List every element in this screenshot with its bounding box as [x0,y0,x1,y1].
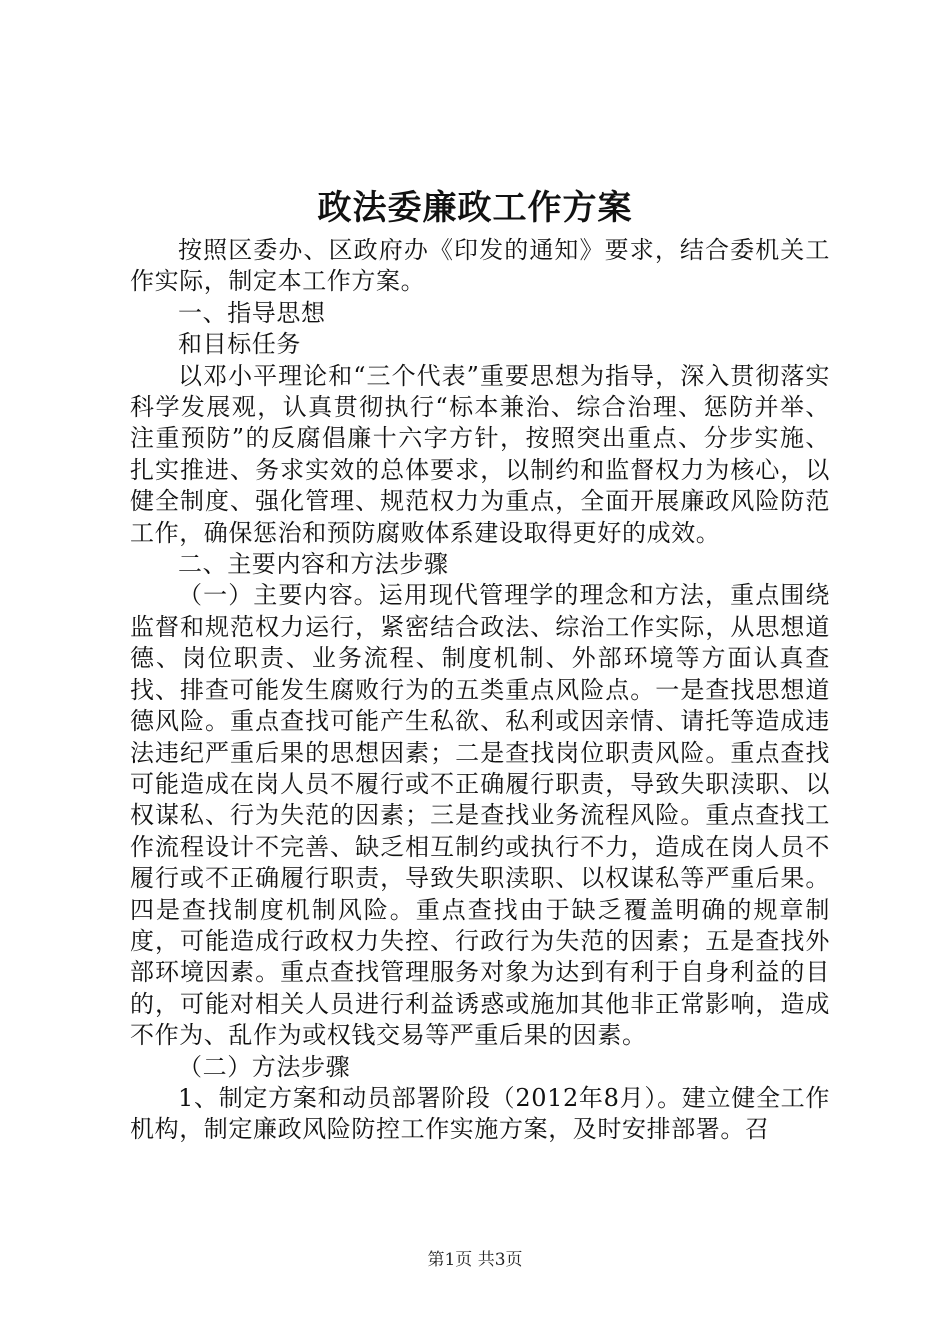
section-heading-method-steps: （二）方法步骤 [178,1052,351,1081]
paragraph-guiding-principles: 以邓小平理论和“三个代表”重要思想为指导，深入贯彻落实科学发展观，认真贯彻执行“标本兼治、综合治理、惩防并举、注重预防”的反腐倡廉十六字方针，按照突出重点、分步实施、扎实推进、务求实效的总体要求，以制约和监督权力为核心，以健全制度、强化管理、规范权力为重点，全面开展廉政风险防范工作，确保惩治和预防腐败体系建设取得更好的成效。 [130,361,830,547]
paragraph-step-one: 1、制定方案和动员部署阶段（2012年8月）。建立健全工作机构，制定廉政风险防控工作实施方案，及时安排部署。召 [130,1083,830,1144]
section-heading-guiding-thought: 一、指导思想 [178,298,326,327]
section-heading-goals: 和目标任务 [178,330,301,359]
paragraph-main-content: （一）主要内容。运用现代管理学的理念和方法，重点围绕监督和规范权力运行，紧密结合政法、综治工作实际，从思想道德、岗位职责、业务流程、制度机制、外部环境等方面认真查找、排查可能发生腐败行为的五类重点风险点。一是查找思想道德风险。重点查找可能产生私欲、私利或因亲情、请托等造成违法违纪严重后果的思想因素；二是查找岗位职责风险。重点查找可能造成在岗人员不履行或不正确履行职责，导致失职渎职、以权谋私、行为失范的因素；三是查找业务流程风险。重点查找工作流程设计不完善、缺乏相互制约或执行不力，造成在岗人员不履行或不正确履行职责，导致失职渎职、以权谋私等严重后果。四是查找制度机制风险。重点查找由于缺乏覆盖明确的规章制度，可能造成行政权力失控、行政行为失范的因素；五是查找外部环境因素。重点查找管理服务对象为达到有利于自身利益的目的，可能对相关人员进行利益诱惑或施加其他非正常影响，造成不作为、乱作为或权钱交易等严重后果的因素。 [130,581,830,1050]
paragraph-intro: 按照区委办、区政府办《印发的通知》要求，结合委机关工作实际，制定本工作方案。 [130,236,830,296]
section-heading-main-content: 二、主要内容和方法步骤 [178,550,449,579]
document-title: 政法委廉政工作方案 [317,188,633,228]
document-body [130,235,830,1146]
page-footer: 第1页 共3页 [427,1250,523,1270]
